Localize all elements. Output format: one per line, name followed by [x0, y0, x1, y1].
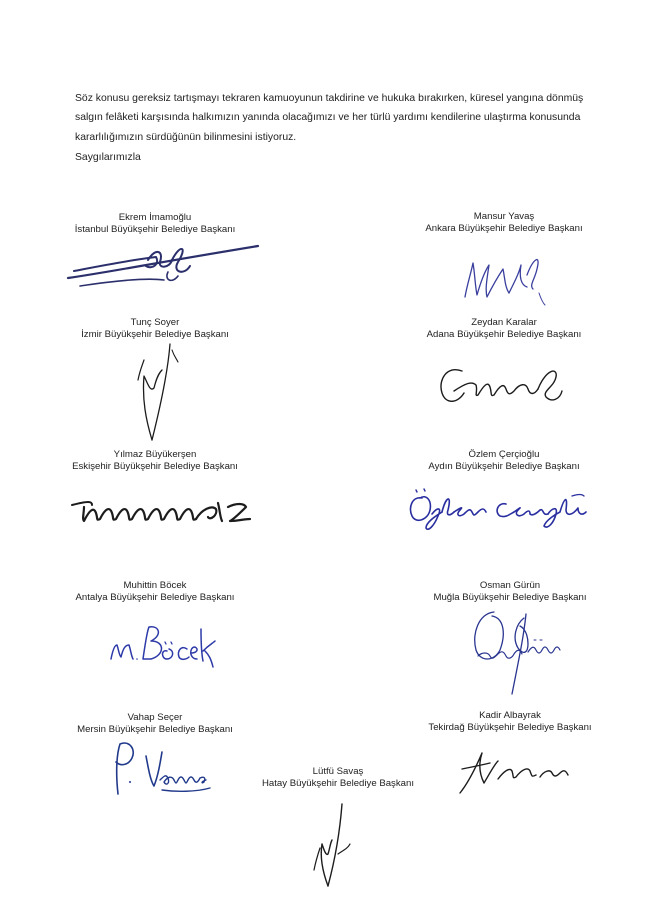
signatory-block — [35, 317, 275, 341]
signatory-block — [35, 712, 275, 736]
signature-cercioglu — [402, 486, 592, 534]
signatory-title: İzmir Büyükşehir Belediye Başkanı — [81, 329, 229, 340]
signature-soyer — [128, 340, 188, 446]
signatory-title: Aydın Büyükşehir Belediye Başkanı — [428, 461, 580, 472]
signatory-title: Antalya Büyükşehir Belediye Başkanı — [75, 592, 235, 603]
signatory-name: Muhittin Böcek — [123, 580, 187, 591]
signatory-block — [218, 766, 458, 790]
signatory-name: Zeydan Karalar — [471, 317, 537, 328]
signatory-title: Adana Büyükşehir Belediye Başkanı — [426, 329, 582, 340]
signature-buyukersen — [68, 493, 253, 527]
signature-savas — [306, 800, 356, 890]
signatory-block — [384, 449, 624, 473]
signature-gurun — [468, 604, 568, 698]
signature-karalar — [436, 361, 566, 409]
signatory-name: Mansur Yavaş — [473, 211, 535, 222]
signatory-name: Yılmaz Büyükerşen — [113, 449, 197, 460]
signatory-title: Eskişehir Büyükşehir Belediye Başkanı — [72, 461, 238, 472]
closing-salutation: Saygılarımızla — [75, 152, 141, 163]
signatory-block — [384, 317, 624, 341]
signatory-title: Hatay Büyükşehir Belediye Başkanı — [262, 778, 414, 789]
signatory-name: Kadir Albayrak — [479, 710, 541, 721]
signatory-block — [390, 580, 630, 604]
signatory-name: Osman Gürün — [479, 580, 541, 591]
signature-bocek — [105, 615, 220, 669]
signature-secer — [106, 736, 216, 798]
signatory-name: Vahap Seçer — [127, 712, 183, 723]
signatory-block — [35, 212, 275, 236]
signatory-title: Tekirdağ Büyükşehir Belediye Başkanı — [428, 722, 592, 733]
signatory-block — [35, 580, 275, 604]
signature-albayrak — [456, 743, 572, 797]
signatory-title: İstanbul Büyükşehir Belediye Başkanı — [74, 224, 236, 235]
letter-paragraph: Söz konusu gereksiz tartışmayı tekraren kamuoyunun takdirine ve hukuka bırakırken, küresel yangına dönmüş salgın felâketi karşısında halkımızın yanında olacağımızı ve her türlü yardımı kendilerine ulaştırma konusunda kararlılığımızın sürdüğünün bilinmesini istiyoruz. — [75, 93, 584, 143]
signatory-title: Ankara Büyükşehir Belediye Başkanı — [425, 223, 583, 234]
signatory-block — [384, 211, 624, 235]
signatory-title: Mersin Büyükşehir Belediye Başkanı — [77, 724, 233, 735]
signature-imamoglu — [60, 236, 265, 291]
signatory-block — [35, 449, 275, 473]
signatory-name: Özlem Çerçioğlu — [468, 449, 540, 460]
signature-yavas — [455, 245, 555, 307]
signatory-name: Tunç Soyer — [130, 317, 180, 328]
signatory-name: Ekrem İmamoğlu — [118, 212, 192, 223]
signatory-name: Lütfü Savaş — [312, 766, 364, 777]
signatory-block — [390, 710, 630, 734]
signatory-title: Muğla Büyükşehir Belediye Başkanı — [433, 592, 587, 603]
